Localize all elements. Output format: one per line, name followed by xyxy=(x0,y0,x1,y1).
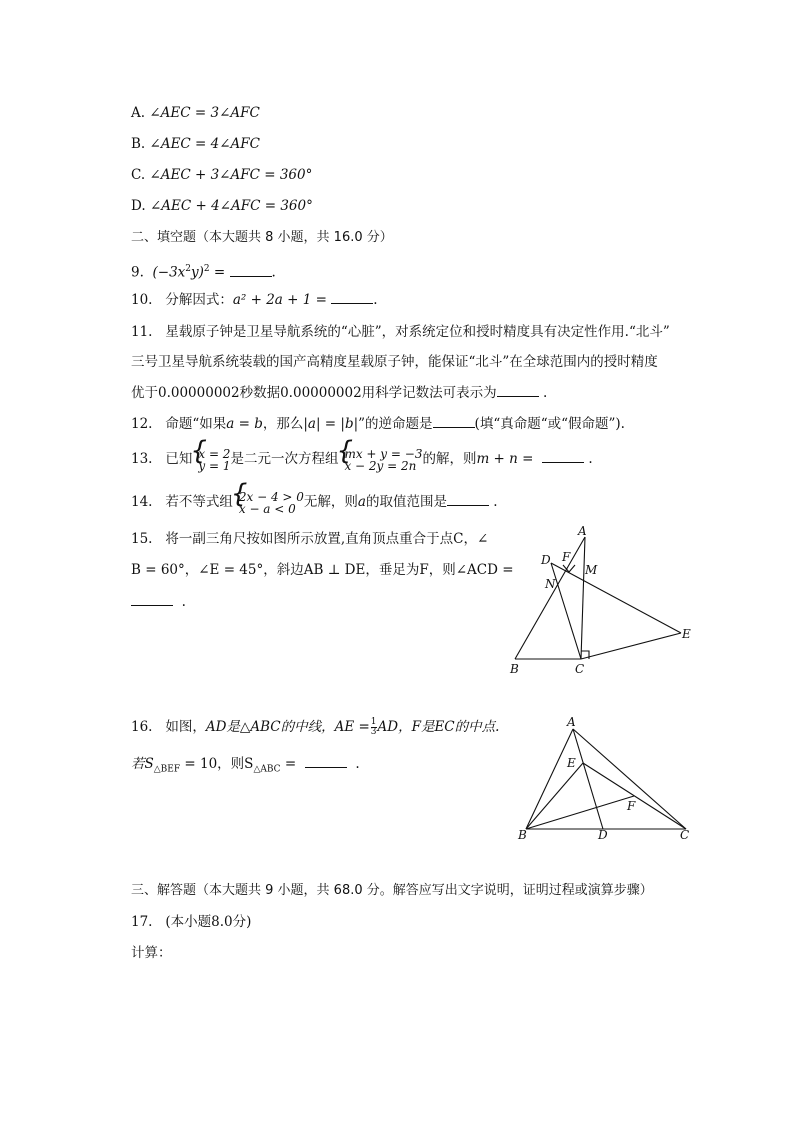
q15-figure xyxy=(505,525,720,680)
q13-answer-blank xyxy=(542,450,584,463)
q17-score: (本小题8.0分) xyxy=(165,914,252,930)
q11-number: 11. xyxy=(131,324,153,340)
q13-end: . xyxy=(588,451,593,467)
q10-text: 分解因式： xyxy=(165,292,233,308)
q13-system-2 xyxy=(338,448,422,472)
question-11-line-3 xyxy=(131,383,547,403)
q13-expr: m + n = xyxy=(476,451,538,467)
q13-text-c: 的解，则 xyxy=(422,451,477,467)
q16-sub-2: △ABC xyxy=(253,764,281,775)
question-13 xyxy=(131,446,593,472)
q14-number: 14. xyxy=(131,494,153,510)
q13-number: 13. xyxy=(131,451,153,467)
q11-line-2: 三号卫星导航系统装载的国产高精度星载原子钟，能保证“北斗”在全球范围内的授时精度 xyxy=(131,354,658,370)
q13-system-1 xyxy=(192,448,230,472)
q13-text-b: 是二元一次方程组 xyxy=(230,451,339,467)
option-b-label: B. xyxy=(131,136,146,152)
q15-seg-DE xyxy=(551,563,681,633)
q15-end: . xyxy=(181,594,186,610)
q12-number: 12. xyxy=(131,416,153,432)
option-a-expr: ∠AEC = 3∠AFC xyxy=(149,105,260,121)
q16-label-F: F xyxy=(627,799,636,813)
q15-seg-AC xyxy=(581,537,585,659)
q12-text-a: 命题“如果 xyxy=(165,416,227,432)
q15-label-C: C xyxy=(575,662,585,676)
q16-label-B: B xyxy=(518,828,527,842)
q16-seg-BF xyxy=(526,796,634,829)
q13-sys2-row1: { mx + y = −3 xyxy=(344,446,423,461)
q12-text-b: ，那么 xyxy=(262,416,304,432)
q12-text-c: ”的逆命题是 xyxy=(358,416,433,432)
question-10 xyxy=(131,290,378,310)
question-15-line-3 xyxy=(131,592,186,612)
q15-label-F: F xyxy=(562,550,571,564)
q16-text-c: AD，F是EC的中点. xyxy=(377,719,500,735)
q16-label-C: C xyxy=(680,828,690,842)
q16-seg-EC xyxy=(583,763,686,829)
q15-line-2: B = 60°，∠E = 45°，斜边AB ⊥ DE，垂足为F，则∠ACD = xyxy=(131,562,514,578)
q16-line2-c: = xyxy=(280,756,301,772)
q9-eq: = xyxy=(209,264,230,281)
q17-instruction: 计算： xyxy=(131,945,172,961)
q16-label-E: E xyxy=(567,756,576,770)
q12-text-d: (填“真命题“或“假命题”). xyxy=(474,416,625,432)
q16-line2-a: 若S xyxy=(131,756,154,772)
q11-answer-blank xyxy=(497,384,539,397)
q9-sup2: 2 xyxy=(203,264,210,274)
q16-seg-AC xyxy=(573,729,686,829)
question-9 xyxy=(131,259,276,283)
q14-system xyxy=(233,491,304,515)
question-16-line-2 xyxy=(131,754,360,780)
option-b-expr: ∠AEC = 4∠AFC xyxy=(149,136,261,152)
q13-sys2-row2: x − 2y = 2n xyxy=(344,458,417,473)
option-c xyxy=(131,165,312,185)
q16-text-b: AD是△ABC的中线，AE = xyxy=(205,719,370,735)
q16-answer-blank xyxy=(305,755,347,768)
q15-seg-DC xyxy=(551,563,581,659)
q15-answer-blank xyxy=(131,593,173,606)
q16-text-a: 如图， xyxy=(165,719,206,735)
q16-frac-num: 1 xyxy=(370,717,377,727)
q15-label-E: E xyxy=(682,627,691,641)
q14-var: a xyxy=(357,494,366,510)
q17-number: 17. xyxy=(131,914,153,930)
q13-sys1-row2: y = 1 xyxy=(198,458,231,473)
q11-end: . xyxy=(542,385,548,401)
question-15-line-1 xyxy=(131,529,488,549)
q14-answer-blank xyxy=(447,493,489,506)
q15-label-N: N xyxy=(545,577,556,591)
question-14 xyxy=(131,489,498,515)
q15-label-B: B xyxy=(510,662,519,676)
q14-text-b: 无解，则 xyxy=(303,494,358,510)
q14-sys-row2: x − a < 0 xyxy=(238,501,296,516)
q15-seg-CE xyxy=(581,633,681,659)
question-11-line-1 xyxy=(131,322,670,342)
q14-text-c: 的取值范围是 xyxy=(365,494,447,510)
q13-text-a: 已知 xyxy=(165,451,193,467)
q16-seg-AB xyxy=(526,729,573,829)
section-2-heading: 二、填空题（本大题共 8 小题，共 16.0 分） xyxy=(131,230,393,245)
q9-expr-a: (−3x xyxy=(152,264,186,281)
q16-frac-den: 3 xyxy=(370,727,377,737)
q9-end: . xyxy=(271,264,276,281)
q13-sys1-row1: { x = 2 xyxy=(198,446,231,461)
question-17 xyxy=(131,912,251,932)
q16-seg-BE xyxy=(526,763,583,829)
q15-label-A: A xyxy=(578,525,587,538)
q9-expr-b: y) xyxy=(191,264,204,281)
q16-figure xyxy=(512,712,697,847)
q12-expr-2: |a| = |b| xyxy=(303,416,359,432)
q14-end: . xyxy=(493,494,498,510)
q10-expr: a² + 2a + 1 = xyxy=(232,292,332,308)
question-16-line-1 xyxy=(131,717,499,737)
q15-number: 15. xyxy=(131,531,153,547)
option-a-label: A. xyxy=(131,105,146,121)
q16-number: 16. xyxy=(131,719,153,735)
option-b xyxy=(131,134,260,154)
q10-answer-blank xyxy=(331,291,373,304)
q11-line-1: 星载原子钟是卫星导航系统的“心脏”，对系统定位和授时精度具有决定性作用.“北斗” xyxy=(165,324,670,340)
q11-line-3: 优于0.00000002秒数据0.00000002用科学记数法可表示为 xyxy=(131,385,497,401)
q15-line-1: 将一副三角尺按如图所示放置,直角顶点重合于点C，∠ xyxy=(165,531,489,547)
section-3-heading: 三、解答题（本大题共 9 小题，共 68.0 分。解答应写出文字说明，证明过程或演算步骤） xyxy=(131,883,653,898)
q16-fraction xyxy=(371,718,377,737)
q9-answer-blank xyxy=(230,264,272,277)
q10-end: . xyxy=(373,292,378,308)
q15-label-M: M xyxy=(585,563,598,577)
option-c-label: C. xyxy=(131,167,146,183)
q16-end: . xyxy=(355,756,360,772)
q12-answer-blank xyxy=(433,415,475,428)
q10-number: 10. xyxy=(131,292,153,308)
q16-sub-1: △BEF xyxy=(153,764,181,775)
option-a xyxy=(131,103,260,123)
q9-number: 9. xyxy=(131,264,144,281)
option-d-expr: ∠AEC + 4∠AFC = 360° xyxy=(149,198,313,214)
option-c-expr: ∠AEC + 3∠AFC = 360° xyxy=(149,167,313,183)
q14-text-a: 若不等式组 xyxy=(165,494,233,510)
q12-expr-1: a = b xyxy=(226,416,263,432)
q16-seg-AD xyxy=(573,729,603,829)
q16-line2-b: = 10，则S xyxy=(180,756,254,772)
q9-sup1: 2 xyxy=(185,264,191,274)
q15-label-D: D xyxy=(541,553,551,567)
q16-label-A: A xyxy=(567,715,576,729)
option-d xyxy=(131,196,313,216)
q14-sys-row1: { 2x − 4 > 0 xyxy=(238,489,304,504)
option-d-label: D. xyxy=(131,198,146,214)
q16-label-D: D xyxy=(598,828,608,842)
question-12 xyxy=(131,414,625,434)
